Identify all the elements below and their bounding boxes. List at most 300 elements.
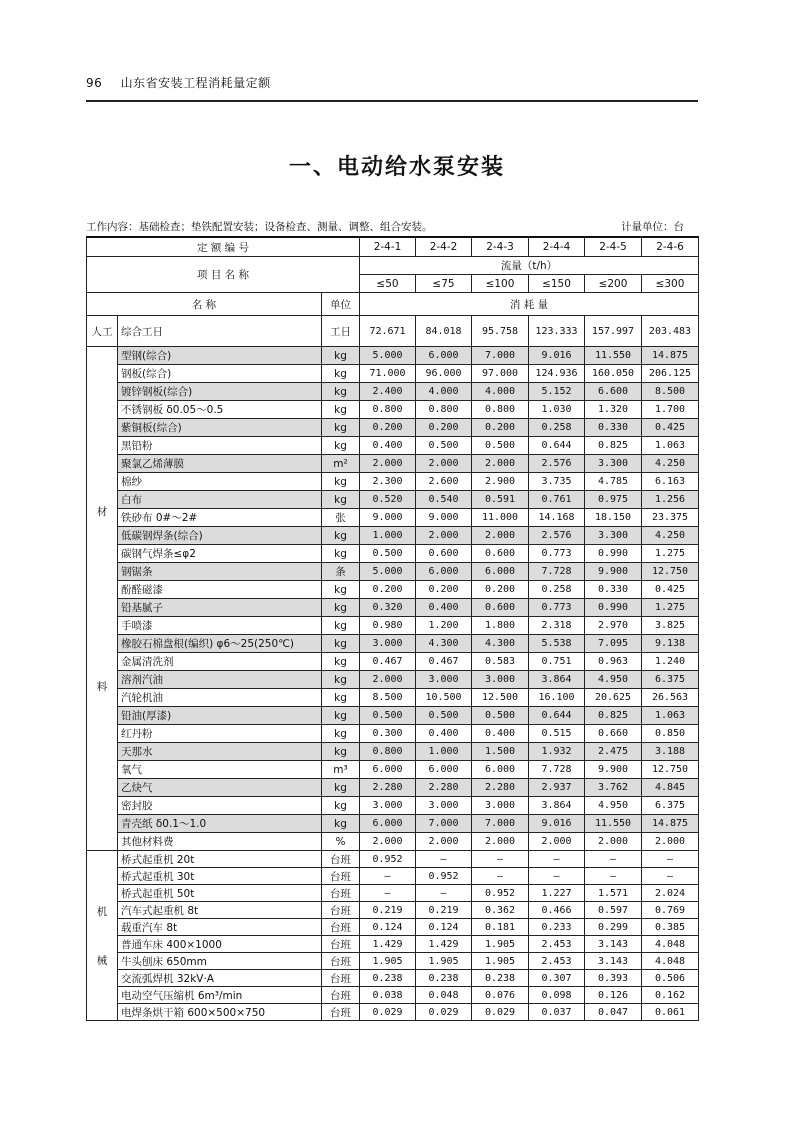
item-value: 0.800	[360, 401, 416, 419]
item-unit: kg	[322, 617, 360, 635]
item-value: 10.500	[416, 689, 472, 707]
item-value: 0.800	[416, 401, 472, 419]
item-value: 2.000	[360, 671, 416, 689]
item-unit: kg	[322, 383, 360, 401]
item-value: 4.300	[416, 635, 472, 653]
item-value: 6.375	[642, 671, 699, 689]
item-value: 0.990	[585, 545, 642, 563]
item-value: 0.300	[360, 725, 416, 743]
item-value: 6.000	[416, 563, 472, 581]
labor-unit: 工日	[322, 316, 360, 347]
item-value: 1.256	[642, 491, 699, 509]
item-value: 0.124	[360, 919, 416, 936]
item-value: 2.280	[472, 779, 529, 797]
material-row	[87, 833, 699, 851]
item-value: 3.735	[529, 473, 585, 491]
item-value: 1.429	[416, 936, 472, 953]
unit-header: 单位	[322, 293, 360, 316]
item-value: 2.024	[642, 885, 699, 902]
item-name: 青壳纸 δ0.1～1.0	[118, 815, 322, 833]
item-value: 0.400	[416, 725, 472, 743]
item-value: 5.538	[529, 635, 585, 653]
item-value: 2.970	[585, 617, 642, 635]
item-value: 0.400	[416, 599, 472, 617]
item-value: 0.385	[642, 919, 699, 936]
item-value: 0.500	[360, 707, 416, 725]
item-name: 红丹粉	[118, 725, 322, 743]
code-row	[87, 237, 699, 257]
item-value: 3.000	[360, 797, 416, 815]
item-value: 0.124	[416, 919, 472, 936]
item-name: 桥式起重机 20t	[118, 851, 322, 868]
item-value: 0.425	[642, 581, 699, 599]
item-unit: kg	[322, 581, 360, 599]
item-value: 1.429	[360, 936, 416, 953]
item-value: 0.825	[585, 707, 642, 725]
section-title: 一、电动给水泵安装	[288, 155, 505, 180]
item-value: 14.875	[642, 815, 699, 833]
item-value: 0.362	[472, 902, 529, 919]
item-value: 1.063	[642, 437, 699, 455]
item-value: 0.238	[360, 970, 416, 987]
item-value: 1.200	[416, 617, 472, 635]
item-value: 9.016	[529, 347, 585, 365]
item-value: 96.000	[416, 365, 472, 383]
item-value: 3.762	[585, 779, 642, 797]
item-value: 0.200	[416, 419, 472, 437]
item-value: 0.299	[585, 919, 642, 936]
item-value: 0.400	[360, 437, 416, 455]
item-value: 2.400	[360, 383, 416, 401]
item-value: 0.238	[416, 970, 472, 987]
item-value: 1.932	[529, 743, 585, 761]
labor-value: 203.483	[642, 316, 699, 347]
item-value: 71.000	[360, 365, 416, 383]
item-value: 7.728	[529, 563, 585, 581]
item-name-label: 项 目 名 称	[87, 257, 360, 293]
item-value: 0.952	[416, 868, 472, 885]
item-value: —	[642, 851, 699, 868]
running-header	[86, 74, 271, 91]
item-value: 3.000	[472, 671, 529, 689]
item-value: 3.143	[585, 936, 642, 953]
item-value: 0.644	[529, 437, 585, 455]
material-row	[87, 815, 699, 833]
item-name: 电焊条烘干箱 600×500×750	[118, 1004, 322, 1021]
material-row	[87, 779, 699, 797]
machinery-row	[87, 1004, 699, 1021]
item-value: 3.864	[529, 671, 585, 689]
unit-of-measure: 计量单位：台	[621, 221, 684, 233]
item-unit: %	[322, 833, 360, 851]
item-value: —	[472, 851, 529, 868]
item-value: 0.467	[416, 653, 472, 671]
item-value: 3.300	[585, 455, 642, 473]
material-row	[87, 419, 699, 437]
item-name: 天那水	[118, 743, 322, 761]
item-value: 0.850	[642, 725, 699, 743]
material-row	[87, 509, 699, 527]
item-name: 碳钢气焊条≤φ2	[118, 545, 322, 563]
flow-row	[87, 257, 699, 275]
item-value: 0.990	[585, 599, 642, 617]
material-row	[87, 743, 699, 761]
item-name: 钢锯条	[118, 563, 322, 581]
item-value: —	[529, 868, 585, 885]
item-name: 钢板(综合)	[118, 365, 322, 383]
item-name: 低碳钢焊条(综合)	[118, 527, 322, 545]
machinery-row	[87, 919, 699, 936]
item-value: 0.425	[642, 419, 699, 437]
flow-label: 流量（t/h）	[360, 257, 699, 275]
meta-line	[86, 219, 698, 233]
item-name: 铁砂布 0#～2#	[118, 509, 322, 527]
item-value: 2.000	[416, 833, 472, 851]
item-value: 4.000	[472, 383, 529, 401]
item-value: 160.050	[585, 365, 642, 383]
material-row	[87, 473, 699, 491]
item-name: 其他材料费	[118, 833, 322, 851]
item-value: 8.500	[360, 689, 416, 707]
item-value: 11.000	[472, 509, 529, 527]
item-unit: kg	[322, 545, 360, 563]
item-value: 0.800	[360, 743, 416, 761]
item-value: 0.540	[416, 491, 472, 509]
labor-value: 123.333	[529, 316, 585, 347]
item-value: 0.029	[360, 1004, 416, 1021]
labor-value: 95.758	[472, 316, 529, 347]
item-value: 0.037	[529, 1004, 585, 1021]
machinery-category-char: 机	[96, 905, 108, 918]
item-value: 9.000	[416, 509, 472, 527]
item-unit: 张	[322, 509, 360, 527]
item-value: 0.952	[472, 885, 529, 902]
item-value: 3.000	[416, 797, 472, 815]
item-value: —	[416, 885, 472, 902]
item-value: 0.500	[472, 707, 529, 725]
item-value: 0.200	[360, 419, 416, 437]
item-value: 1.240	[642, 653, 699, 671]
item-value: 0.769	[642, 902, 699, 919]
item-value: 4.000	[416, 383, 472, 401]
item-value: 0.098	[529, 987, 585, 1004]
item-name: 桥式起重机 30t	[118, 868, 322, 885]
code-cell: 2-4-1	[360, 237, 416, 257]
labor-category: 人工	[87, 316, 118, 347]
labor-value: 84.018	[416, 316, 472, 347]
header-rule	[86, 100, 698, 102]
column-header-row	[87, 293, 699, 316]
item-value: —	[585, 868, 642, 885]
item-value: 0.330	[585, 581, 642, 599]
item-name: 铅油(厚漆)	[118, 707, 322, 725]
machinery-row	[87, 868, 699, 885]
material-row	[87, 365, 699, 383]
item-value: 2.600	[416, 473, 472, 491]
item-value: 6.000	[360, 815, 416, 833]
item-unit: kg	[322, 707, 360, 725]
item-value: 2.000	[360, 833, 416, 851]
item-value: 1.571	[585, 885, 642, 902]
item-value: 1.905	[360, 953, 416, 970]
item-value: 14.168	[529, 509, 585, 527]
item-value: 0.126	[585, 987, 642, 1004]
item-value: 6.600	[585, 383, 642, 401]
flow-range-cell: ≤300	[642, 275, 699, 293]
item-value: 2.000	[472, 527, 529, 545]
item-value: 0.200	[472, 419, 529, 437]
item-unit: kg	[322, 797, 360, 815]
material-row	[87, 437, 699, 455]
item-value: 0.219	[360, 902, 416, 919]
item-value: 3.188	[642, 743, 699, 761]
item-name: 棉纱	[118, 473, 322, 491]
item-value: 1.227	[529, 885, 585, 902]
item-value: 16.100	[529, 689, 585, 707]
item-value: 7.095	[585, 635, 642, 653]
item-value: 0.500	[472, 437, 529, 455]
item-value: 0.761	[529, 491, 585, 509]
labor-row	[87, 316, 699, 347]
item-value: 12.750	[642, 761, 699, 779]
item-value: 0.597	[585, 902, 642, 919]
item-name: 桥式起重机 50t	[118, 885, 322, 902]
item-value: —	[416, 851, 472, 868]
materials-category-char: 料	[96, 680, 108, 693]
materials-category-char: 材	[96, 505, 108, 518]
item-unit: kg	[322, 347, 360, 365]
item-value: 18.150	[585, 509, 642, 527]
code-cell: 2-4-3	[472, 237, 529, 257]
item-value: 0.600	[416, 545, 472, 563]
item-value: 6.000	[416, 347, 472, 365]
item-unit: m²	[322, 455, 360, 473]
item-value: 0.181	[472, 919, 529, 936]
item-name: 聚氯乙烯薄膜	[118, 455, 322, 473]
item-value: 0.029	[472, 1004, 529, 1021]
flow-range-cell: ≤50	[360, 275, 416, 293]
item-value: 9.900	[585, 761, 642, 779]
machinery-row	[87, 936, 699, 953]
item-value: 4.048	[642, 953, 699, 970]
item-value: 0.591	[472, 491, 529, 509]
item-name: 溶剂汽油	[118, 671, 322, 689]
item-value: 2.475	[585, 743, 642, 761]
material-row	[87, 635, 699, 653]
item-unit: m³	[322, 761, 360, 779]
item-value: 4.845	[642, 779, 699, 797]
book-title: 山东省安装工程消耗量定额	[120, 76, 271, 90]
item-value: 97.000	[472, 365, 529, 383]
machinery-row	[87, 953, 699, 970]
name-header: 名 称	[87, 293, 322, 316]
page-number: 96	[86, 76, 103, 90]
item-unit: kg	[322, 725, 360, 743]
item-unit: kg	[322, 815, 360, 833]
item-value: 0.162	[642, 987, 699, 1004]
item-value: 0.773	[529, 545, 585, 563]
item-name: 乙炔气	[118, 779, 322, 797]
item-value: 0.258	[529, 581, 585, 599]
item-value: 0.600	[472, 545, 529, 563]
item-value: 1.000	[416, 743, 472, 761]
item-value: 9.016	[529, 815, 585, 833]
work-content: 工作内容：基础检查；垫铁配置安装；设备检查、测量、调整、组合安装。	[86, 221, 433, 233]
item-value: 0.400	[472, 725, 529, 743]
item-value: 4.950	[585, 797, 642, 815]
machinery-row	[87, 902, 699, 919]
item-value: 1.905	[472, 953, 529, 970]
item-value: 2.453	[529, 936, 585, 953]
item-value: 4.950	[585, 671, 642, 689]
flow-range-cell: ≤200	[585, 275, 642, 293]
item-value: 2.000	[416, 527, 472, 545]
item-value: 0.506	[642, 970, 699, 987]
item-unit: kg	[322, 401, 360, 419]
item-value: 0.047	[585, 1004, 642, 1021]
item-value: 7.000	[472, 815, 529, 833]
item-value: 0.238	[472, 970, 529, 987]
material-row	[87, 653, 699, 671]
item-value: 0.583	[472, 653, 529, 671]
item-value: 0.048	[416, 987, 472, 1004]
material-row	[87, 725, 699, 743]
item-value: 9.138	[642, 635, 699, 653]
item-value: 8.500	[642, 383, 699, 401]
item-value: 12.500	[472, 689, 529, 707]
item-value: 1.063	[642, 707, 699, 725]
item-value: 2.000	[642, 833, 699, 851]
item-name: 牛头刨床 650mm	[118, 953, 322, 970]
item-name: 氧气	[118, 761, 322, 779]
item-value: 2.280	[360, 779, 416, 797]
item-value: 0.500	[416, 707, 472, 725]
item-value: 3.000	[360, 635, 416, 653]
item-value: 0.393	[585, 970, 642, 987]
item-name: 普通车床 400×1000	[118, 936, 322, 953]
item-value: 6.163	[642, 473, 699, 491]
materials-category	[87, 347, 118, 851]
material-row	[87, 761, 699, 779]
machinery-row	[87, 885, 699, 902]
material-row	[87, 401, 699, 419]
item-name: 电动空气压缩机 6m³/min	[118, 987, 322, 1004]
item-value: —	[360, 885, 416, 902]
item-name: 黑铅粉	[118, 437, 322, 455]
item-value: 1.700	[642, 401, 699, 419]
item-name: 酚醛磁漆	[118, 581, 322, 599]
item-name: 汽轮机油	[118, 689, 322, 707]
item-value: 0.029	[416, 1004, 472, 1021]
item-name: 交流弧焊机 32kV·A	[118, 970, 322, 987]
material-row	[87, 689, 699, 707]
material-row	[87, 563, 699, 581]
item-unit: kg	[322, 653, 360, 671]
material-row	[87, 383, 699, 401]
material-row	[87, 707, 699, 725]
item-value: 2.937	[529, 779, 585, 797]
item-value: 0.963	[585, 653, 642, 671]
item-unit: kg	[322, 365, 360, 383]
item-value: 1.275	[642, 545, 699, 563]
item-value: 3.000	[416, 671, 472, 689]
item-value: 26.563	[642, 689, 699, 707]
item-value: 23.375	[642, 509, 699, 527]
item-value: 2.318	[529, 617, 585, 635]
item-value: 0.800	[472, 401, 529, 419]
material-row	[87, 455, 699, 473]
item-value: 2.300	[360, 473, 416, 491]
item-unit: 台班	[322, 987, 360, 1004]
item-value: 0.320	[360, 599, 416, 617]
item-value: 4.785	[585, 473, 642, 491]
item-value: 2.000	[472, 455, 529, 473]
item-value: 0.076	[472, 987, 529, 1004]
item-unit: 条	[322, 563, 360, 581]
item-value: 0.061	[642, 1004, 699, 1021]
item-value: 0.500	[360, 545, 416, 563]
item-value: 6.375	[642, 797, 699, 815]
item-value: 6.000	[360, 761, 416, 779]
material-row	[87, 527, 699, 545]
item-value: 0.751	[529, 653, 585, 671]
material-row	[87, 347, 699, 365]
item-value: 12.750	[642, 563, 699, 581]
item-value: 0.825	[585, 437, 642, 455]
item-value: 2.000	[585, 833, 642, 851]
consumption-header: 消 耗 量	[360, 293, 699, 316]
item-unit: 台班	[322, 953, 360, 970]
quota-table	[86, 236, 699, 1021]
item-unit: kg	[322, 689, 360, 707]
item-name: 镀锌钢板(综合)	[118, 383, 322, 401]
machinery-category-char: 械	[96, 954, 108, 967]
item-unit: 台班	[322, 868, 360, 885]
item-value: 3.143	[585, 953, 642, 970]
item-value: 9.000	[360, 509, 416, 527]
item-value: 0.233	[529, 919, 585, 936]
item-value: 6.000	[472, 563, 529, 581]
item-unit: 台班	[322, 885, 360, 902]
item-value: —	[360, 868, 416, 885]
item-value: —	[642, 868, 699, 885]
machinery-row	[87, 851, 699, 868]
item-value: —	[472, 868, 529, 885]
item-value: 4.250	[642, 455, 699, 473]
item-name: 金属清洗剂	[118, 653, 322, 671]
item-value: 1.275	[642, 599, 699, 617]
item-value: 2.576	[529, 527, 585, 545]
item-value: 11.550	[585, 347, 642, 365]
code-cell: 2-4-5	[585, 237, 642, 257]
item-value: 3.864	[529, 797, 585, 815]
item-value: 7.000	[416, 815, 472, 833]
item-value: 9.900	[585, 563, 642, 581]
item-unit: kg	[322, 779, 360, 797]
item-value: 2.576	[529, 455, 585, 473]
item-value: 0.600	[472, 599, 529, 617]
item-value: 11.550	[585, 815, 642, 833]
code-cell: 2-4-4	[529, 237, 585, 257]
item-value: 0.200	[416, 581, 472, 599]
item-value: 7.728	[529, 761, 585, 779]
flow-range-cell: ≤75	[416, 275, 472, 293]
item-value: 0.660	[585, 725, 642, 743]
machinery-row	[87, 970, 699, 987]
labor-value: 157.997	[585, 316, 642, 347]
item-name: 紫铜板(综合)	[118, 419, 322, 437]
item-value: 0.500	[416, 437, 472, 455]
